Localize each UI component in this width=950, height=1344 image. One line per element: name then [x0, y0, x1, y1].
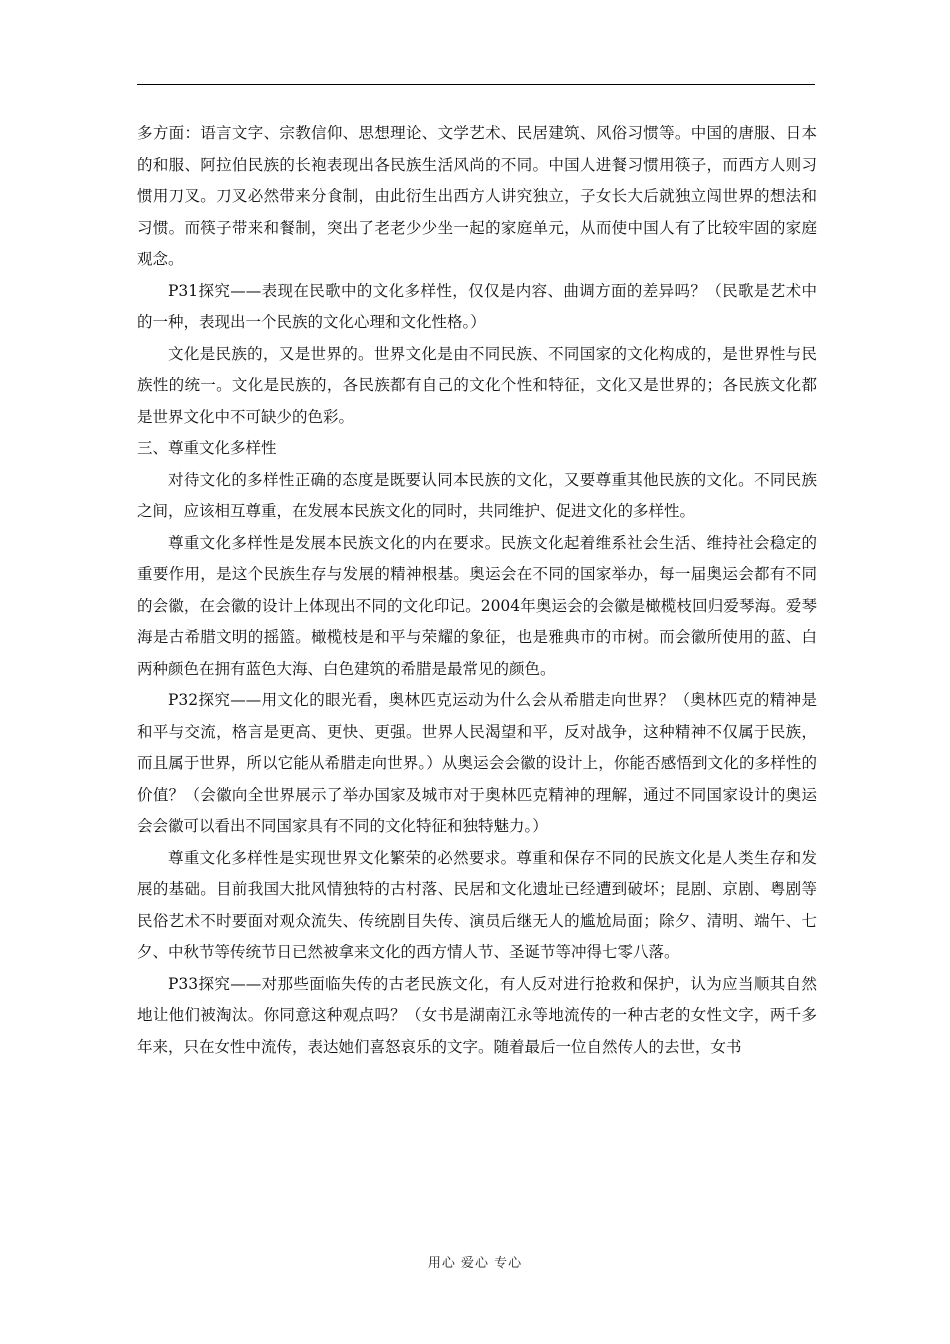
header-rule — [137, 84, 815, 85]
paragraph-inner-requirement: 尊重文化多样性是发展本民族文化的内在要求。民族文化起着维系社会生活、维持社会稳定的重要作用，是这个民族生存与发展的精神根基。奥运会在不同的国家举办，每一届奥运会都有不同的会徽，在会徽的设计上体现出不同的文化印记。2004年奥运会的会徽是橄榄枝回归爱琴海。爱琴海是古希腊文明的摇篮。橄榄枝是和平与荣耀的象征，也是雅典市的市树。而会徽所使用的蓝、白两种颜色在拥有蓝色大海、白色建筑的希腊是最常见的颜色。 — [137, 533, 817, 678]
paragraph-world-prosperity: 尊重文化多样性是实现世界文化繁荣的必然要求。尊重和保存不同的民族文化是人类生存和发展的基础。目前我国大批风情独特的古村落、民居和文化遗址已经遭到破坏；昆剧、京剧、粤剧等民俗艺术不时要面对观众流失、传统剧目失传、演员后继无人的尴尬局面；除夕、清明、端午、七夕、中秋节等传统节日已然被拿来文化的西方情人节、圣诞节等冲得七零八落。 — [137, 848, 817, 961]
paragraph-correct-attitude: 对待文化的多样性正确的态度是既要认同本民族的文化，又要尊重其他民族的文化。不同民族之间，应该相互尊重，在发展本民族文化的同时，共同维护、促进文化的多样性。 — [137, 470, 817, 520]
page-footer: 用心 爱心 专心 — [427, 1256, 523, 1271]
paragraph-national-and-world-culture: 文化是民族的，又是世界的。世界文化是由不同民族、不同国家的文化构成的，是世界性与民族性的统一。文化是民族的，各民族都有自己的文化个性和特征，文化又是世界的；各民族文化都是世界文化中不可缺少的色彩。 — [137, 344, 817, 426]
document-body — [137, 118, 817, 1063]
paragraph-continued: 多方面：语言文字、宗教信仰、思想理论、文学艺术、民居建筑、风俗习惯等。中国的唐服、日本的和服、阿拉伯民族的长袍表现出各民族生活风尚的不同。中国人进餐习惯用筷子，而西方人则习惯用刀叉。刀叉必然带来分食制，由此衍生出西方人讲究独立，子女长大后就独立闯世界的想法和习惯。而筷子带来和餐制，突出了老老少少坐一起的家庭单元，从而使中国人有了比较牢固的家庭观念。 — [137, 124, 817, 268]
paragraph-p31-inquiry: P31探究——表现在民歌中的文化多样性，仅仅是内容、曲调方面的差异吗？（民歌是艺术中的一种，表现出一个民族的文化心理和文化性格。） — [137, 281, 817, 331]
paragraph-p32-inquiry: P32探究——用文化的眼光看，奥林匹克运动为什么会从希腊走向世界？（奥林匹克的精神是和平与交流，格言是更高、更快、更强。世界人民渴望和平，反对战争，这种精神不仅属于民族，而且属于世界，所以它能从希腊走向世界。）从奥运会会徽的设计上，你能否感悟到文化的多样性的价值？（会徽向全世界展示了举办国家及城市对于奥林匹克精神的理解，通过不同国家设计的奥运会会徽可以看出不同国家具有不同的文化特征和独特魅力。） — [137, 691, 817, 835]
paragraph-p33-inquiry: P33探究——对那些面临失传的古老民族文化，有人反对进行抢救和保护，认为应当顺其自然地让他们被淘汰。你同意这种观点吗？（女书是湖南江永等地流传的一种古老的女性文字，两千多年来，只在女性中流传，表达她们喜怒哀乐的文字。随着最后一位自然传人的去世，女书 — [137, 974, 817, 1056]
section-heading: 三、尊重文化多样性 — [137, 439, 277, 457]
